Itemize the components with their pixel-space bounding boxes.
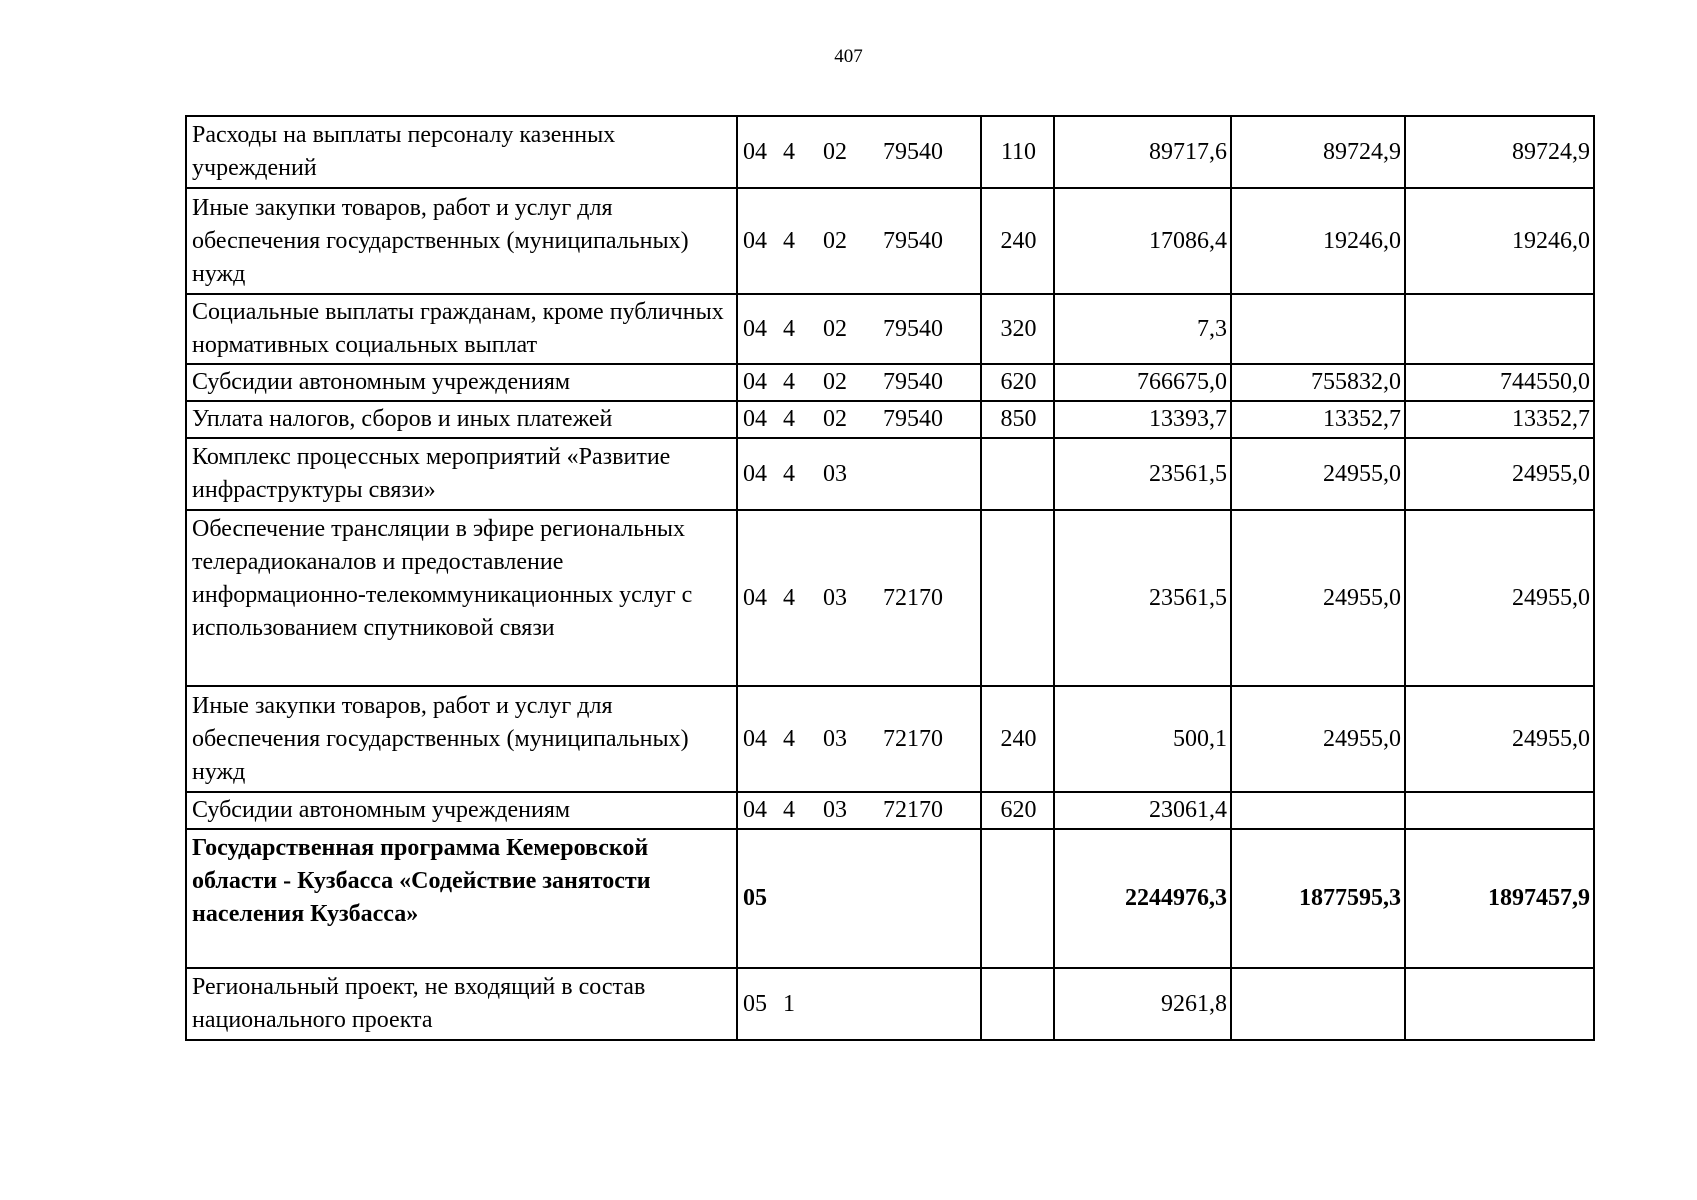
code-program: 05 [743,990,767,1017]
row-code [737,829,981,968]
code-direction: 72170 [883,584,943,611]
table-row [186,829,1594,968]
code-direction: 79540 [883,315,943,342]
code-event: 02 [823,315,847,342]
row-value-3 [1405,968,1594,1040]
row-code [737,364,981,401]
code-event: 03 [823,460,847,487]
row-name: Иные закупки товаров, работ и услуг для обеспечения государственных (муниципальных) нужд [186,686,737,792]
code-direction: 72170 [883,725,943,752]
table-row [186,510,1594,686]
row-value-3: 24955,0 [1405,510,1594,686]
row-code [737,686,981,792]
row-expense-type: 620 [981,792,1054,829]
row-value-3: 24955,0 [1405,438,1594,510]
code-subprogram: 4 [783,227,795,254]
row-value-1: 89717,6 [1054,116,1231,188]
row-value-2: 24955,0 [1231,510,1405,686]
table-row [186,438,1594,510]
row-expense-type [981,968,1054,1040]
row-value-1: 17086,4 [1054,188,1231,294]
row-code [737,188,981,294]
row-value-3: 13352,7 [1405,401,1594,438]
row-value-1: 2244976,3 [1054,829,1231,968]
code-subprogram: 4 [783,315,795,342]
row-code [737,792,981,829]
code-subprogram: 1 [783,990,795,1017]
table-row [186,401,1594,438]
code-event: 02 [823,406,847,432]
code-subprogram: 4 [783,797,795,823]
row-code [737,968,981,1040]
table-row [186,116,1594,188]
row-value-1: 23061,4 [1054,792,1231,829]
row-name: Обеспечение трансляции в эфире региональных телерадиоканалов и предоставление информационно-телекоммуникационных услуг с использованием спутниковой связи [186,510,737,686]
code-subprogram: 4 [783,584,795,611]
row-name: Иные закупки товаров, работ и услуг для обеспечения государственных (муниципальных) нужд [186,188,737,294]
code-subprogram: 4 [783,138,795,165]
row-value-2: 755832,0 [1231,364,1405,401]
row-name: Субсидии автономным учреждениям [186,364,737,401]
row-code [737,401,981,438]
table-body [186,116,1594,1040]
row-code [737,438,981,510]
row-expense-type [981,438,1054,510]
row-value-1: 500,1 [1054,686,1231,792]
row-value-1: 13393,7 [1054,401,1231,438]
row-value-2: 24955,0 [1231,438,1405,510]
page-number: 407 [834,46,863,67]
code-event: 02 [823,227,847,254]
row-code [737,294,981,364]
table-row [186,686,1594,792]
row-name: Уплата налогов, сборов и иных платежей [186,401,737,438]
table-row [186,364,1594,401]
row-expense-type [981,829,1054,968]
code-event: 03 [823,584,847,611]
table-row [186,968,1594,1040]
code-subprogram: 4 [783,369,795,395]
code-event: 03 [823,797,847,823]
row-name: Комплекс процессных мероприятий «Развитие инфраструктуры связи» [186,438,737,510]
row-expense-type: 240 [981,686,1054,792]
code-program: 04 [743,369,767,395]
row-value-3 [1405,294,1594,364]
row-expense-type: 850 [981,401,1054,438]
code-direction: 79540 [883,369,943,395]
row-code [737,510,981,686]
code-event: 03 [823,725,847,752]
row-value-3: 19246,0 [1405,188,1594,294]
code-program: 04 [743,227,767,254]
row-value-3: 744550,0 [1405,364,1594,401]
code-subprogram: 4 [783,406,795,432]
row-value-3: 1897457,9 [1405,829,1594,968]
row-value-2: 13352,7 [1231,401,1405,438]
row-value-2 [1231,968,1405,1040]
code-subprogram: 4 [783,460,795,487]
row-name: Субсидии автономным учреждениям [186,792,737,829]
row-expense-type: 240 [981,188,1054,294]
row-value-2: 19246,0 [1231,188,1405,294]
row-value-2: 89724,9 [1231,116,1405,188]
code-direction: 72170 [883,797,943,823]
row-expense-type [981,510,1054,686]
table-row [186,792,1594,829]
row-name: Государственная программа Кемеровской области - Кузбасса «Содействие занятости населения Кузбасса» [186,829,737,968]
row-code [737,116,981,188]
row-value-1: 23561,5 [1054,438,1231,510]
code-program: 04 [743,725,767,752]
row-value-2: 24955,0 [1231,686,1405,792]
code-direction: 79540 [883,138,943,165]
row-value-2: 1877595,3 [1231,829,1405,968]
row-value-2 [1231,792,1405,829]
row-expense-type: 320 [981,294,1054,364]
code-program: 05 [743,885,767,911]
row-value-3 [1405,792,1594,829]
row-value-1: 7,3 [1054,294,1231,364]
row-name: Региональный проект, не входящий в состав национального проекта [186,968,737,1040]
row-expense-type: 620 [981,364,1054,401]
row-value-1: 23561,5 [1054,510,1231,686]
code-program: 04 [743,406,767,432]
code-program: 04 [743,138,767,165]
budget-table [185,115,1595,1041]
code-event: 02 [823,138,847,165]
row-value-1: 766675,0 [1054,364,1231,401]
code-program: 04 [743,584,767,611]
code-program: 04 [743,797,767,823]
code-direction: 79540 [883,227,943,254]
row-name: Расходы на выплаты персоналу казенных учреждений [186,116,737,188]
row-value-2 [1231,294,1405,364]
code-event: 02 [823,369,847,395]
row-value-3: 89724,9 [1405,116,1594,188]
code-direction: 79540 [883,406,943,432]
row-expense-type: 110 [981,116,1054,188]
code-program: 04 [743,460,767,487]
row-value-3: 24955,0 [1405,686,1594,792]
code-program: 04 [743,315,767,342]
code-subprogram: 4 [783,725,795,752]
table-row [186,294,1594,364]
table-row [186,188,1594,294]
row-value-1: 9261,8 [1054,968,1231,1040]
row-name: Социальные выплаты гражданам, кроме публичных нормативных социальных выплат [186,294,737,364]
